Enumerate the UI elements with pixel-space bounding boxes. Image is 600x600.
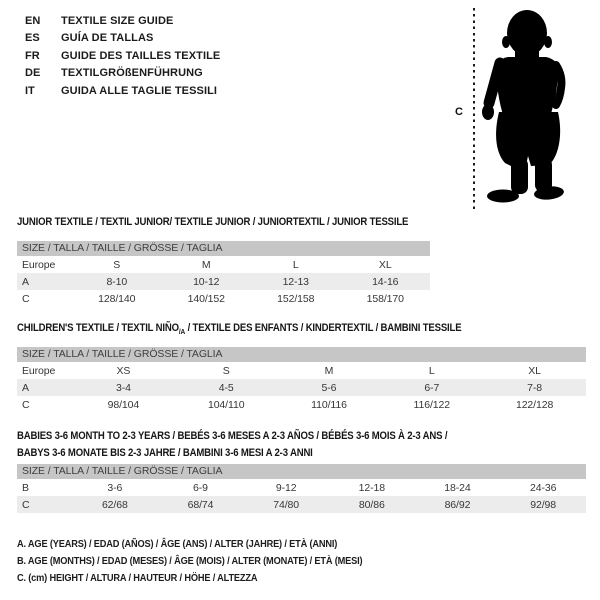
table-row-age xyxy=(17,273,430,290)
language-code: ES xyxy=(25,32,40,45)
table-cell: XL xyxy=(528,364,541,377)
table-cell: M xyxy=(324,364,334,377)
language-title: TEXTILE SIZE GUIDE xyxy=(61,14,174,27)
table-cell: 128/140 xyxy=(98,292,136,305)
table-cell: 6-7 xyxy=(424,381,440,394)
language-title-block xyxy=(25,12,220,100)
children-size-table xyxy=(17,362,586,413)
language-code: FR xyxy=(25,49,40,62)
language-row-it xyxy=(25,82,220,100)
language-title: GUIDE DES TAILLES TEXTILE xyxy=(61,49,221,62)
children-title-suffix: / TEXTILE DES ENFANTS / KINDERTEXTIL / BAMBINI TESSILE xyxy=(185,322,462,334)
table-cell: 110/116 xyxy=(311,398,347,411)
row-label: Europe xyxy=(22,364,56,377)
junior-table-title: JUNIOR TEXTILE / TEXTIL JUNIOR/ TEXTILE JUNIOR / JUNIORTEXTIL / JUNIOR TESSILE xyxy=(17,216,409,228)
table-cell: 98/104 xyxy=(107,398,140,411)
children-table xyxy=(17,347,586,413)
table-cell: L xyxy=(292,258,299,271)
row-label: C xyxy=(22,398,30,411)
table-cell: 8-10 xyxy=(106,275,128,288)
row-label: Europe xyxy=(22,258,56,271)
table-row-europe xyxy=(17,256,430,273)
table-row-height xyxy=(17,396,586,413)
row-label: B xyxy=(22,481,29,494)
babies-title-line2: BABYS 3-6 MONATE BIS 2-3 JAHRE / BAMBINI 3-6 MESI A 2-3 ANNI xyxy=(17,447,313,459)
row-label: C xyxy=(22,292,30,305)
language-row-en xyxy=(25,12,220,30)
table-cell: 68/74 xyxy=(187,498,214,511)
table-cell: 12-18 xyxy=(358,481,385,494)
table-row-europe xyxy=(17,362,586,379)
language-title: GUÍA DE TALLAS xyxy=(61,32,154,45)
table-cell: 14-16 xyxy=(372,275,399,288)
row-label: C xyxy=(22,498,30,511)
row-label: A xyxy=(22,381,29,394)
table-cell: 24-36 xyxy=(529,481,557,494)
language-code: IT xyxy=(25,84,35,97)
language-title: TEXTILGRÖßENFÜHRUNG xyxy=(61,67,203,80)
table-cell: XL xyxy=(378,258,392,271)
babies-table-title xyxy=(17,428,447,462)
table-cell: 86/92 xyxy=(444,498,471,511)
table-cell: 62/68 xyxy=(101,498,128,511)
table-row-height xyxy=(17,290,430,307)
table-cell: 12-13 xyxy=(282,275,309,288)
junior-size-header-bar: SIZE / TALLA / TAILLE / GRÖSSE / TAGLIA xyxy=(17,241,430,256)
children-size-header-bar: SIZE / TALLA / TAILLE / GRÖSSE / TAGLIA xyxy=(17,347,586,362)
table-cell: 10-12 xyxy=(193,275,220,288)
footnote-age-months: B. AGE (MONTHS) / EDAD (MESES) / ÂGE (MOIS) / ALTER (MONATE) / ETÀ (MESI) xyxy=(17,555,363,567)
language-row-de xyxy=(25,65,220,83)
language-row-fr xyxy=(25,47,220,65)
table-cell: 158/170 xyxy=(366,292,404,305)
table-row-age-months xyxy=(17,479,586,496)
table-cell: 3-4 xyxy=(115,381,131,394)
table-cell: 7-8 xyxy=(527,381,543,394)
language-title: GUIDA ALLE TAGLIE TESSILI xyxy=(61,84,218,97)
table-cell: S xyxy=(113,258,121,271)
children-table-title xyxy=(17,322,461,336)
height-label-c: C xyxy=(455,106,463,118)
table-cell: L xyxy=(428,364,435,377)
table-cell: M xyxy=(201,258,211,271)
table-cell: 4-5 xyxy=(218,381,234,394)
babies-title-line1: BABIES 3-6 MONTH TO 2-3 YEARS / BEBÉS 3-6 MESES A 2-3 AÑOS / BÉBÉS 3-6 MOIS À 2-3 ANS / xyxy=(17,430,448,442)
height-dotted-line xyxy=(473,8,475,209)
children-title-prefix: CHILDREN'S TEXTILE / TEXTIL NIÑO xyxy=(17,322,179,334)
junior-table xyxy=(17,241,430,307)
babies-size-table xyxy=(17,479,586,513)
toddler-silhouette-icon xyxy=(480,6,580,206)
table-cell: 140/152 xyxy=(187,292,225,305)
table-cell: 80/86 xyxy=(358,498,385,511)
table-cell: 74/80 xyxy=(273,498,300,511)
language-row-es xyxy=(25,30,220,48)
table-cell: S xyxy=(222,364,230,377)
table-row-age xyxy=(17,379,586,396)
table-cell: 9-12 xyxy=(275,481,297,494)
language-code: EN xyxy=(25,14,41,27)
children-title-subscript: /A xyxy=(178,327,186,337)
row-label: A xyxy=(22,275,29,288)
table-cell: 152/158 xyxy=(277,292,315,305)
footnotes-block xyxy=(17,536,410,587)
table-cell: 3-6 xyxy=(107,481,123,494)
table-row-height xyxy=(17,496,586,513)
table-cell: 122/128 xyxy=(515,398,554,411)
table-cell: 116/122 xyxy=(413,398,451,411)
table-cell: 104/110 xyxy=(207,398,245,411)
table-cell: 5-6 xyxy=(321,381,337,394)
babies-table xyxy=(17,464,586,513)
junior-size-table xyxy=(17,256,430,307)
table-cell: 18-24 xyxy=(444,481,471,494)
table-cell: 92/98 xyxy=(530,498,557,511)
table-cell: XS xyxy=(116,364,131,377)
babies-size-header-bar: SIZE / TALLA / TAILLE / GRÖSSE / TAGLIA xyxy=(17,464,586,479)
footnote-height-cm: C. (cm) HEIGHT / ALTURA / HAUTEUR / HÖHE / ALTEZZA xyxy=(17,572,258,584)
footnote-age-years: A. AGE (YEARS) / EDAD (AÑOS) / ÂGE (ANS) / ALTER (JAHRE) / ETÀ (ANNI) xyxy=(17,538,338,550)
language-code: DE xyxy=(25,67,41,80)
table-cell: 6-9 xyxy=(193,481,208,494)
